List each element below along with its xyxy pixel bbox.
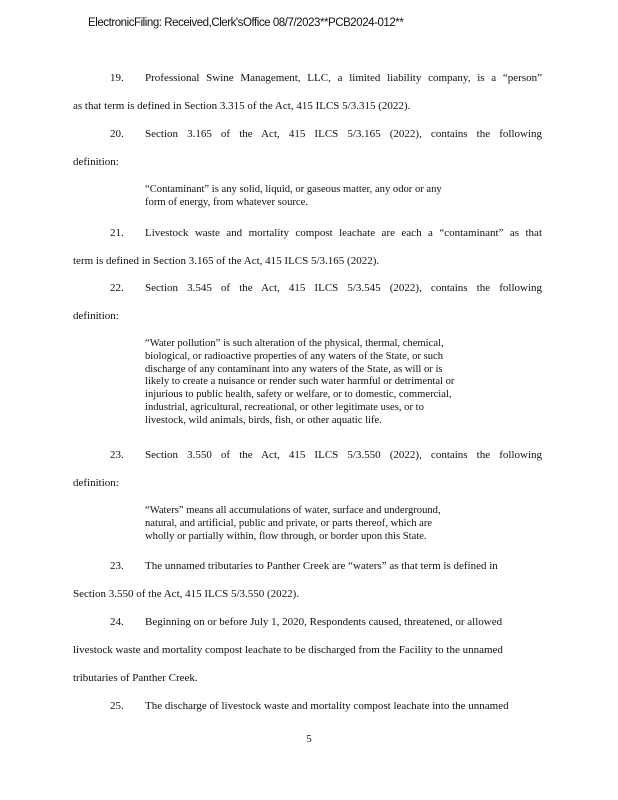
para-24-line3: tributaries of Panther Creek.: [73, 672, 198, 684]
para-20-line2: definition:: [73, 156, 119, 168]
para-23b-line2: Section 3.550 of the Act, 415 ILCS 5/3.550 (2022).: [73, 588, 300, 600]
para-text: The discharge of livestock waste and mortality compost leachate into the unnamed: [145, 700, 509, 712]
para-22-line1: [73, 282, 542, 295]
para-20-line1: [73, 128, 542, 141]
para-number: 24.: [110, 616, 124, 628]
para-text: Professional Swine Management, LLC, a limited liability company, is a “person”: [145, 72, 542, 84]
quote-line: livestock, wild animals, birds, fish, or other aquatic life.: [145, 414, 382, 426]
quote-line: form of energy, from whatever source.: [145, 196, 308, 208]
para-number: 20.: [110, 128, 124, 140]
water-pollution-definition-quote: [145, 338, 505, 428]
quote-line: injurious to public health, safety or welfare, or to domestic, commercial,: [145, 389, 452, 401]
para-number: 23.: [110, 560, 124, 572]
para-25-line1: [73, 700, 542, 713]
quote-line: likely to create a nuisance or render such water harmful or detrimental or: [145, 376, 455, 388]
para-text: The unnamed tributaries to Panther Creek are “waters” as that term is defined in: [145, 560, 498, 572]
contaminant-definition-quote: [145, 184, 505, 210]
para-23-line2: definition:: [73, 477, 119, 489]
quote-line: “Contaminant” is any solid, liquid, or gaseous matter, any odor or any: [145, 184, 442, 195]
para-number: 21.: [110, 227, 124, 239]
para-23-line1: [73, 449, 542, 462]
quote-line: industrial, agricultural, recreational, or other legitimate uses, or to: [145, 401, 424, 413]
quote-line: “Water pollution” is such alteration of the physical, thermal, chemical,: [145, 338, 444, 349]
efiling-header: ElectronicFiling: Received,Clerk'sOffice 08/7/2023**PCB2024-012**: [88, 17, 404, 29]
para-text: Section 3.545 of the Act, 415 ILCS 5/3.545 (2022), contains the following: [145, 282, 542, 294]
para-text: Livestock waste and mortality compost leachate are each a “contaminant” as that: [145, 227, 542, 239]
quote-line: natural, and artificial, public and private, or parts thereof, which are: [145, 517, 433, 529]
waters-definition-quote: [145, 505, 505, 543]
para-21-line1: [73, 227, 542, 240]
para-number: 23.: [110, 449, 124, 461]
para-text: Beginning on or before July 1, 2020, Respondents caused, threatened, or allowed: [145, 616, 503, 628]
quote-line: biological, or radioactive properties of any waters of the State, or such: [145, 350, 443, 362]
quote-line: wholly or partially within, flow through, or border upon this State.: [145, 530, 427, 542]
para-19-line1: [73, 72, 542, 85]
para-number: 25.: [110, 700, 124, 712]
para-24-line1: [73, 616, 542, 629]
para-24-line2: livestock waste and mortality compost leachate to be discharged from the Facility to the unnamed: [73, 644, 503, 656]
para-22-line2: definition:: [73, 310, 119, 322]
page-number: 5: [306, 733, 312, 745]
para-number: 19.: [110, 72, 124, 84]
para-number: 22.: [110, 282, 124, 294]
para-23b-line1: [73, 560, 542, 573]
para-text: Section 3.165 of the Act, 415 ILCS 5/3.165 (2022), contains the following: [145, 128, 542, 140]
quote-line: discharge of any contaminant into any waters of the State, as will or is: [145, 363, 443, 375]
para-text: Section 3.550 of the Act, 415 ILCS 5/3.550 (2022), contains the following: [145, 449, 542, 461]
para-19-line2: as that term is defined in Section 3.315 of the Act, 415 ILCS 5/3.315 (2022).: [73, 100, 411, 112]
para-21-line2: term is defined in Section 3.165 of the Act, 415 ILCS 5/3.165 (2022).: [73, 255, 380, 267]
quote-line: “Waters” means all accumulations of water, surface and underground,: [145, 505, 441, 516]
